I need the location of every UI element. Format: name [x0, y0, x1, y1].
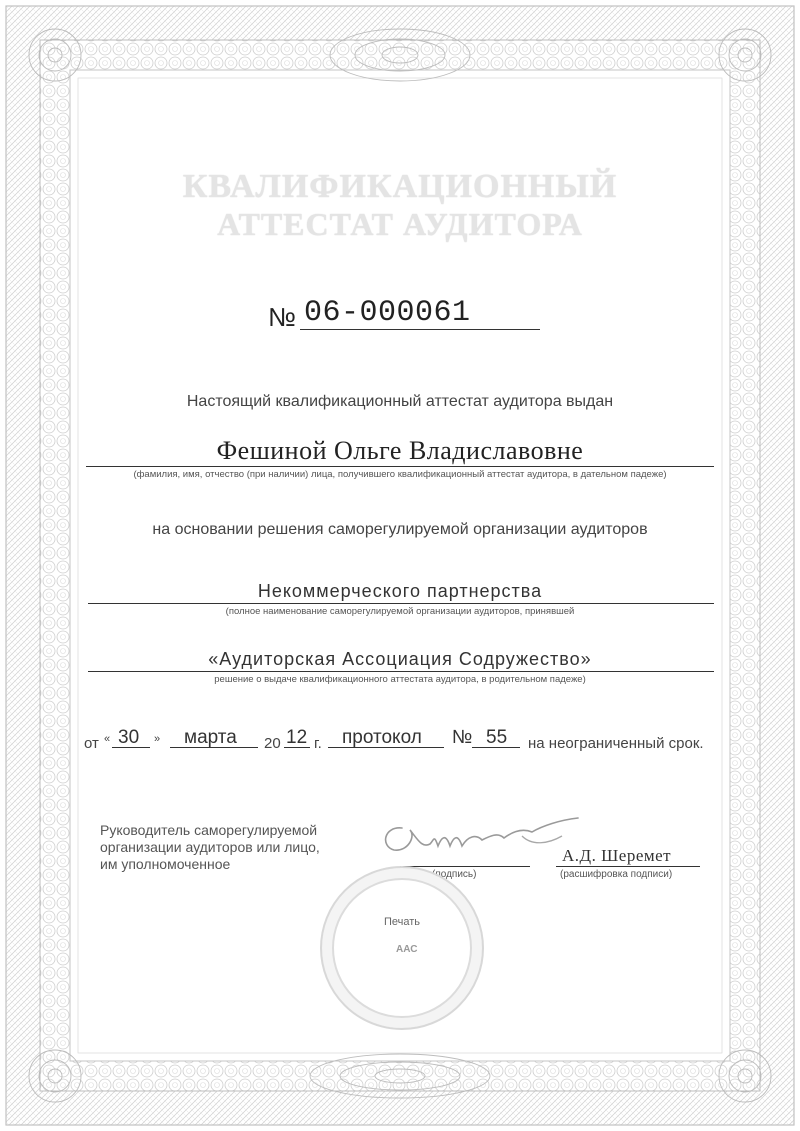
organization-note-1: (полное наименование саморегулируемой организации аудиторов, принявшей [225, 606, 575, 617]
recipient-name: Фешиной Ольге Владиславовне [216, 436, 584, 465]
recipient-underline [86, 466, 714, 467]
year-underline [284, 747, 310, 748]
signer-name-underline [556, 866, 700, 867]
stamp-label: Печать [384, 916, 421, 928]
decision-day: 30 [118, 727, 140, 748]
protocol-label: протокол [342, 727, 422, 748]
year-suffix: 12 [286, 727, 308, 748]
decision-month: марта [184, 727, 237, 748]
protocol-underline [328, 747, 444, 748]
title-line-1: КВАЛИФИКАЦИОННЫЙ [182, 168, 618, 205]
organization-underline-2 [88, 671, 714, 672]
organization-line-1: Некоммерческого партнерства [257, 581, 543, 601]
protocol-number-underline [472, 747, 520, 748]
signature-line [400, 866, 530, 867]
year-label: г. [314, 735, 322, 752]
seal-stamp [320, 866, 484, 1030]
handwritten-signature [372, 806, 592, 868]
signature-note: (подпись) [432, 869, 477, 880]
number-sign: № [268, 302, 296, 332]
certificate-number: 06-000061 [304, 296, 471, 330]
term-text: на неограниченный срок. [528, 735, 704, 752]
quote-close: » [154, 733, 161, 745]
from-label: от [84, 735, 99, 752]
number-underline [300, 329, 540, 330]
day-underline [112, 747, 150, 748]
decode-note: (расшифровка подписи) [560, 869, 673, 880]
month-underline [170, 747, 258, 748]
issued-text: Настоящий квалификационный аттестат аудитора выдан [186, 393, 614, 410]
signer-role [100, 822, 370, 873]
quote-open: « [104, 733, 111, 745]
recipient-note: (фамилия, имя, отчество (при наличии) лица, получившего квалификационный аттестат аудитора, в дательном падеже) [133, 469, 667, 480]
title-line-2: АТТЕСТАТ АУДИТОРА [217, 206, 583, 242]
protocol-sign: № [452, 727, 473, 748]
decision-date-row [84, 727, 724, 757]
certificate-number-row [268, 292, 540, 332]
protocol-number: 55 [486, 727, 508, 748]
organization-note-2: решение о выдаче квалификационного аттестата аудитора, в родительном падеже) [214, 674, 586, 685]
signer-name: А.Д. Шеремет [562, 846, 672, 865]
signer-role-line-2: организации аудиторов или лицо, [100, 839, 320, 855]
basis-text: на основании решения саморегулируемой организации аудиторов [152, 521, 648, 538]
organization-line-2: «Аудиторская Ассоциация Содружество» [208, 649, 592, 669]
signer-role-line-3: им уполномоченное [100, 856, 231, 872]
stamp-logo: ААС [396, 944, 418, 955]
organization-underline-1 [88, 603, 714, 604]
year-prefix: 20 [264, 735, 281, 752]
signer-role-line-1: Руководитель саморегулируемой [100, 822, 318, 838]
